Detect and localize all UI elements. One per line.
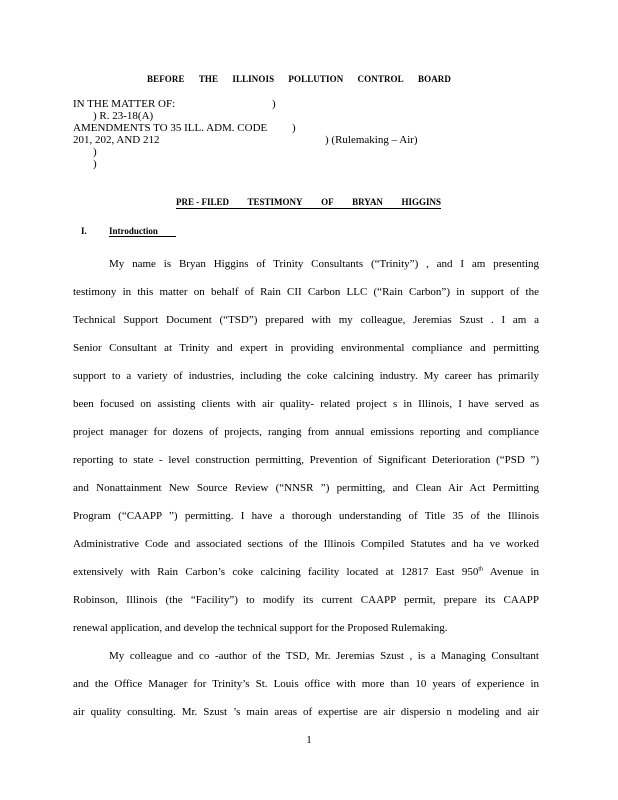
section-heading xyxy=(81,226,176,237)
title-word: PRE - FILED xyxy=(176,197,230,207)
body-line: Administrative Code and associated sections of the Illinois Compiled Statutes and ha ve worked xyxy=(73,538,539,550)
ordinal-suffix: th xyxy=(478,566,484,573)
body-line: air quality consulting. Mr. Szust ’s main areas of expertise are air dispersio n modeling and air xyxy=(73,706,539,718)
body-line: Technical Support Document (“TSD”) prepared with my colleague, Jeremias Szust . I am a xyxy=(73,314,539,326)
case-caption xyxy=(73,98,553,170)
body-line: been focused on assisting clients with air quality- related project s in Illinois, I have served as xyxy=(73,398,539,410)
board-title-word: ILLINOIS xyxy=(232,74,275,84)
body-line-part: Avenue in xyxy=(483,566,539,578)
caption-paren: ) xyxy=(93,158,97,170)
body-line: and the Office Manager for Trinity’s St. Louis office with more than 10 years of experience in xyxy=(73,678,539,690)
body-line: project manager for dozens of projects, ranging from annual emissions reporting and compliance xyxy=(73,426,539,438)
board-title-word: POLLUTION xyxy=(288,74,344,84)
caption-line-3: AMENDMENTS TO 35 ILL. ADM. CODE xyxy=(73,122,268,134)
page-number: 1 xyxy=(306,734,312,746)
body-line: testimony in this matter on behalf of Rain CII Carbon LLC (“Rain Carbon”) in support of the xyxy=(73,286,539,298)
title-word: BRYAN xyxy=(352,197,383,207)
caption-line-4: 201, 202, AND 212 xyxy=(73,134,160,146)
body-line: My colleague and co -author of the TSD, Mr. Jeremias Szust , is a Managing Consultant xyxy=(109,650,539,662)
body-line: and Nonattainment New Source Review (“NNSR ”) permitting, and Clean Air Act Permitting xyxy=(73,482,539,494)
body-line: support to a variety of industries, including the coke calcining industry. My career has primarily xyxy=(73,370,539,382)
body-line: renewal application, and develop the technical support for the Proposed Rulemaking. xyxy=(73,622,448,634)
board-title-word: CONTROL xyxy=(357,74,404,84)
body-line-part: extensively with Rain Carbon’s coke calcining facility located at 12817 East 950 xyxy=(73,566,479,578)
rulemaking-label: (Rulemaking – Air) xyxy=(331,134,418,146)
board-title-word: BEFORE xyxy=(147,74,185,84)
board-title xyxy=(147,74,451,84)
title-word: HIGGINS xyxy=(401,197,441,207)
title-word: TESTIMONY xyxy=(247,197,303,207)
caption-paren: ) xyxy=(93,146,97,158)
caption-paren: ) xyxy=(325,134,329,146)
caption-line-1: IN THE MATTER OF: xyxy=(73,98,176,110)
body-line xyxy=(73,558,539,586)
rulemaking-type xyxy=(325,134,418,146)
docket-number: R. 23-18(A) xyxy=(99,110,154,122)
body-line: My name is Bryan Higgins of Trinity Consultants (“Trinity”) , and I am presenting xyxy=(109,258,539,270)
body-line: reporting to state - level construction permitting, Prevention of Significant Deterioration (“PSD ”) xyxy=(73,454,539,466)
caption-paren: ) xyxy=(272,98,276,110)
caption-paren: ) xyxy=(93,110,97,122)
body-line: Senior Consultant at Trinity and expert in providing environmental compliance and permitting xyxy=(73,342,539,354)
body-line: Robinson, Illinois (the “Facility”) to modify its current CAAPP permit, prepare its CAAPP xyxy=(73,594,539,606)
section-label: Introduction xyxy=(109,226,176,237)
board-title-word: THE xyxy=(198,74,219,84)
title-word: OF xyxy=(321,197,334,207)
document-title xyxy=(176,197,441,209)
section-number: I. xyxy=(81,226,87,236)
body-line: Program (“CAAPP ”) permitting. I have a thorough understanding of Title 35 of the Illinois xyxy=(73,510,539,522)
caption-paren: ) xyxy=(292,122,296,134)
testimony-body xyxy=(73,250,539,726)
board-title-word: BOARD xyxy=(417,74,451,84)
